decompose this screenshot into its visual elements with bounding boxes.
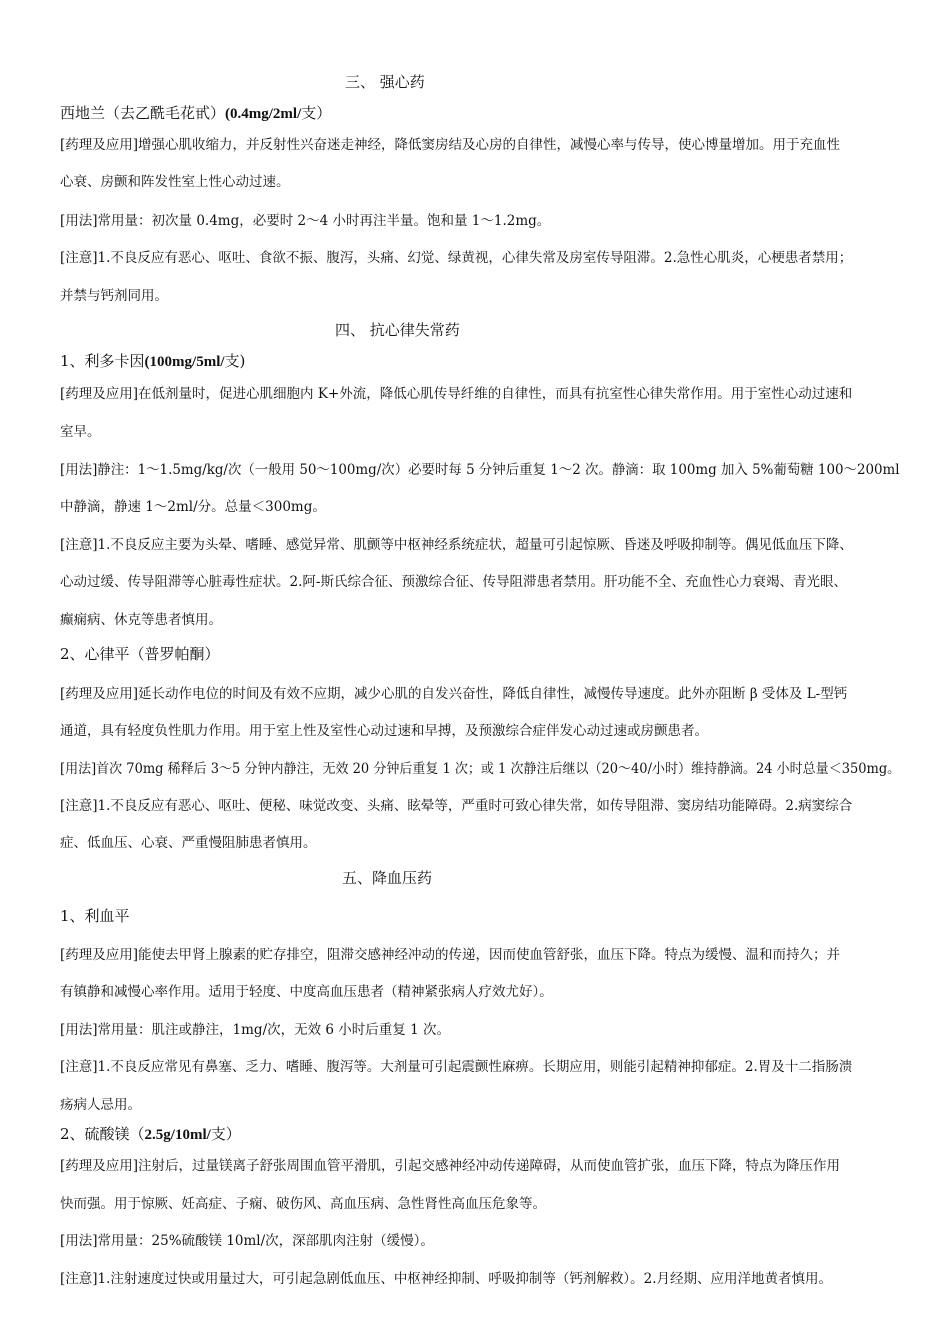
text-line: [用法]常用量：肌注或静注，1mg/次，无效 6 小时后重复 1 次。	[60, 1022, 450, 1038]
section-heading: 四、 抗心律失常药	[335, 321, 460, 339]
drug-name: 1、利血平	[60, 907, 130, 925]
text-line: 中静滴，静速 1～2ml/分。总量＜300mg。	[60, 499, 326, 515]
text-line: 快而强。用于惊厥、妊高症、子痫、破伤风、高血压病、急性肾性高血压危象等。	[60, 1196, 546, 1212]
text-line: [用法]首次 70mg 稀释后 3～5 分钟内静注，无效 20 分钟后重复 1 次；或 1 次静注后继以（20～40/小时）维持静滴。24 小时总量＜350mg。	[60, 761, 901, 777]
text-line: 癫痫病、休克等患者慎用。	[60, 612, 222, 628]
drug-name: 2、心律平（普罗帕酮）	[60, 645, 220, 663]
drug-name: 西地兰（去乙酰毛花甙）	[60, 104, 226, 122]
text-line: 通道，具有轻度负性肌力作用。用于室上性及室性心动过速和早搏，及预激综合症伴发心动过速或房颤患者。	[60, 723, 708, 739]
text-line: [注意]1.注射速度过快或用量过大，可引起急剧低血压、中枢神经抑制、呼吸抑制等（钙剂解救）。2.月经期、应用洋地黄者慎用。	[60, 1271, 833, 1287]
drug-spec-tail: 支）	[301, 104, 332, 122]
text-line: [药理及应用]能使去甲肾上腺素的贮存排空，阻滞交感神经冲动的传递，因而使血管舒张，血压下降。特点为缓慢、温和而持久；并	[60, 947, 841, 963]
text-line: 室早。	[60, 424, 101, 440]
section-heading: 三、 强心药	[345, 73, 425, 91]
drug-title	[60, 104, 331, 123]
text-line: [药理及应用]注射后，过量镁离子舒张周围血管平滑肌，引起交感神经冲动传递障碍，从而使血管扩张，血压下降，特点为降压作用	[60, 1158, 841, 1174]
text-line: [用法]常用量：初次量 0.4mg，必要时 2～4 小时再注半量。饱和量 1～1.2mg。	[60, 213, 551, 229]
text-line: 有镇静和减慢心率作用。适用于轻度、中度高血压患者（精神紧张病人疗效尤好）。	[60, 984, 553, 1000]
text-line: [注意]1.不良反应有恶心、呕吐、食欲不振、腹泻，头痛、幻觉、绿黄视，心律失常及房室传导阻滞。2.急性心肌炎，心梗患者禁用；	[60, 250, 853, 266]
text-line: [注意]1.不良反应主要为头晕、嗜睡、感觉异常、肌颤等中枢神经系统症状，超量可引起惊厥、昏迷及呼吸抑制等。偶见低血压下降、	[60, 537, 853, 553]
text-line: [用法]静注：1～1.5mg/kg/次（一般用 50～100mg/次）必要时每 5 分钟后重复 1～2 次。静滴：取 100mg 加入 5%葡萄糖 100～200ml	[60, 462, 900, 478]
text-line: [药理及应用]在低剂量时，促进心肌细胞内 K+外流，降低心肌传导纤维的自律性，而具有抗室性心律失常作用。用于室性心动过速和	[60, 386, 853, 402]
text-line: 疡病人忌用。	[60, 1097, 141, 1113]
section-heading: 五、降血压药	[342, 869, 433, 887]
drug-spec: 2.5g/10ml/	[144, 1127, 211, 1143]
text-line: 并禁与钙剂同用。	[60, 288, 168, 304]
text-line: [注意]1.不良反应常见有鼻塞、乏力、嗜睡、腹泻等。大剂量可引起震颤性麻痹。长期应用，则能引起精神抑郁症。2.胃及十二指肠溃	[60, 1059, 853, 1075]
drug-spec: (100mg/5ml/	[144, 354, 225, 370]
drug-spec-tail: 支)	[224, 352, 246, 370]
text-line: 症、低血压、心衰、严重慢阻肺患者慎用。	[60, 835, 317, 851]
drug-name: 2、硫酸镁（	[60, 1125, 145, 1143]
text-line: [药理及应用]增强心肌收缩力，并反射性兴奋迷走神经，降低窦房结及心房的自律性，减慢心率与传导，使心博量增加。用于充血性	[60, 137, 841, 153]
drug-title	[60, 907, 130, 925]
text-line: [注意]1.不良反应有恶心、呕吐、便秘、味觉改变、头痛、眩晕等，严重时可致心律失常，如传导阻滞、窦房结功能障碍。2.病窦综合	[60, 798, 853, 814]
text-line: 心动过缓、传导阻滞等心脏毒性症状。2.阿-斯氏综合征、预激综合征、传导阻滞患者禁用。肝功能不全、充血性心力衰竭、青光眼、	[60, 574, 847, 590]
text-line: [药理及应用]延长动作电位的时间及有效不应期，减少心肌的自发兴奋性，降低自律性，减慢传导速度。此外亦阻断 β 受体及 L-型钙	[60, 686, 848, 702]
drug-title	[60, 645, 220, 663]
text-line: [用法]常用量：25%硫酸镁 10ml/次，深部肌肉注射（缓慢）。	[60, 1233, 434, 1249]
drug-spec-tail: 支）	[210, 1125, 241, 1143]
drug-title	[60, 352, 245, 371]
drug-title	[60, 1125, 241, 1144]
drug-name: 1、利多卡因	[60, 352, 145, 370]
drug-spec: (0.4mg/2ml/	[225, 106, 302, 122]
text-line: 心衰、房颤和阵发性室上性心动过速。	[60, 174, 290, 190]
